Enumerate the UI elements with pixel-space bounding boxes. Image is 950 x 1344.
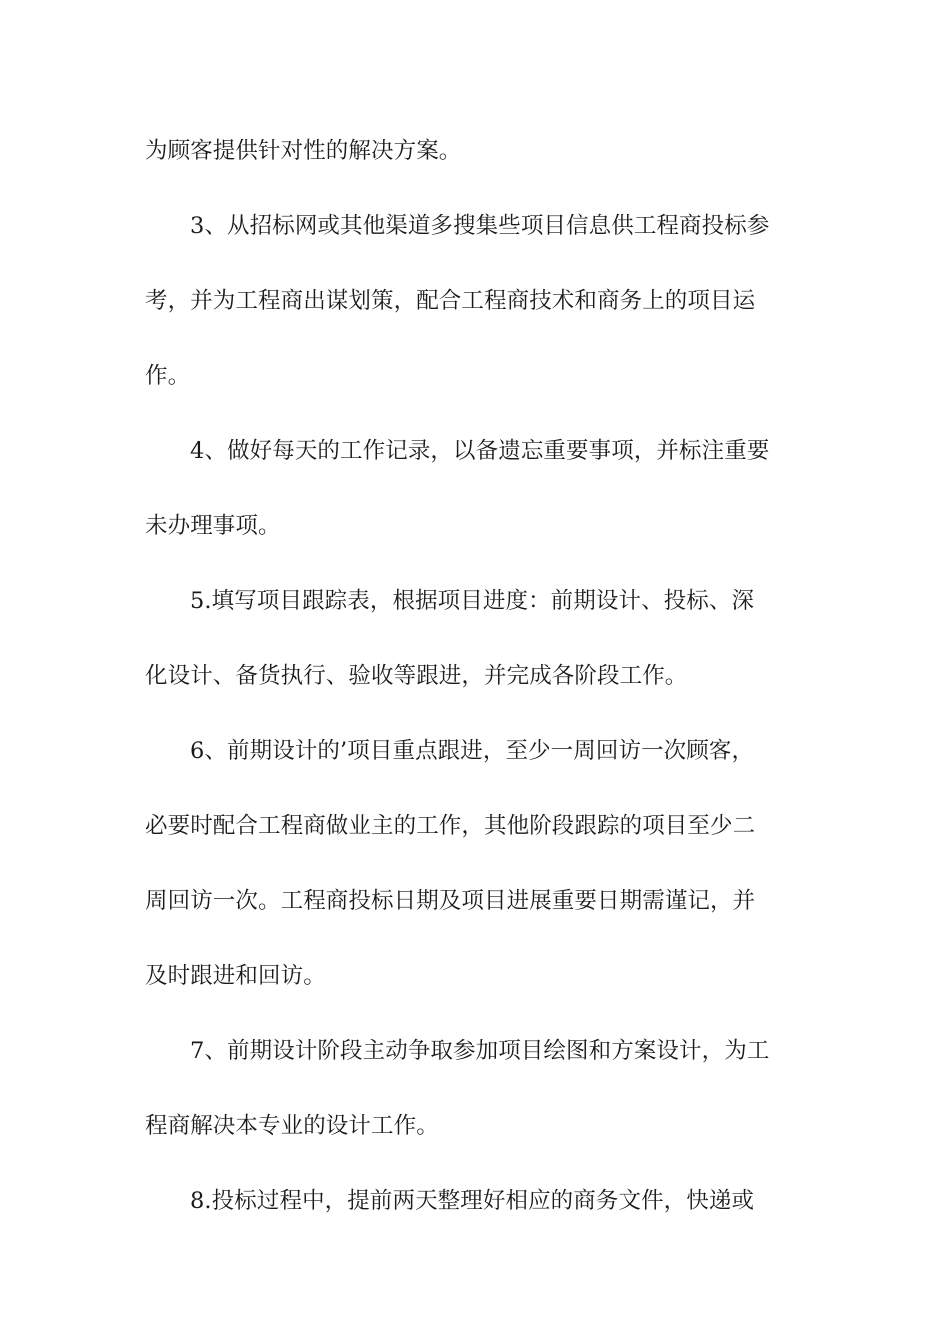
paragraph-6-line-3: 周回访一次。工程商投标日期及项目进展重要日期需谨记，并 [145, 888, 756, 914]
paragraph-5-line-2: 化设计、备货执行、验收等跟进，并完成各阶段工作。 [145, 663, 688, 689]
paragraph-3-line-1: 3、从招标网或其他渠道多搜集些项目信息供工程商投标参 [190, 213, 770, 239]
paragraph-7-line-2: 程商解决本专业的设计工作。 [145, 1113, 439, 1139]
paragraph-3-line-2: 考，并为工程商出谋划策，配合工程商技术和商务上的项目运 [145, 288, 756, 314]
paragraph-6-line-4: 及时跟进和回访。 [145, 963, 326, 989]
paragraph-6-line-2: 必要时配合工程商做业主的工作，其他阶段跟踪的项目至少二 [145, 813, 756, 839]
paragraph-6-line-1: 6、前期设计的’项目重点跟进，至少一周回访一次顾客， [190, 738, 755, 764]
paragraph-2-line-2: 为顾客提供针对性的解决方案。 [145, 138, 462, 164]
paragraph-3-line-3: 作。 [145, 363, 191, 389]
paragraph-4-line-2: 未办理事项。 [145, 513, 281, 539]
paragraph-4-line-1: 4、做好每天的工作记录，以备遗忘重要事项，并标注重要 [190, 438, 770, 464]
paragraph-5-line-1: 5.填写项目跟踪表，根据项目进度：前期设计、投标、深 [190, 588, 755, 614]
paragraph-8-line-1: 8.投标过程中，提前两天整理好相应的商务文件，快递或 [190, 1188, 755, 1214]
paragraph-7-line-1: 7、前期设计阶段主动争取参加项目绘图和方案设计，为工 [190, 1038, 770, 1064]
